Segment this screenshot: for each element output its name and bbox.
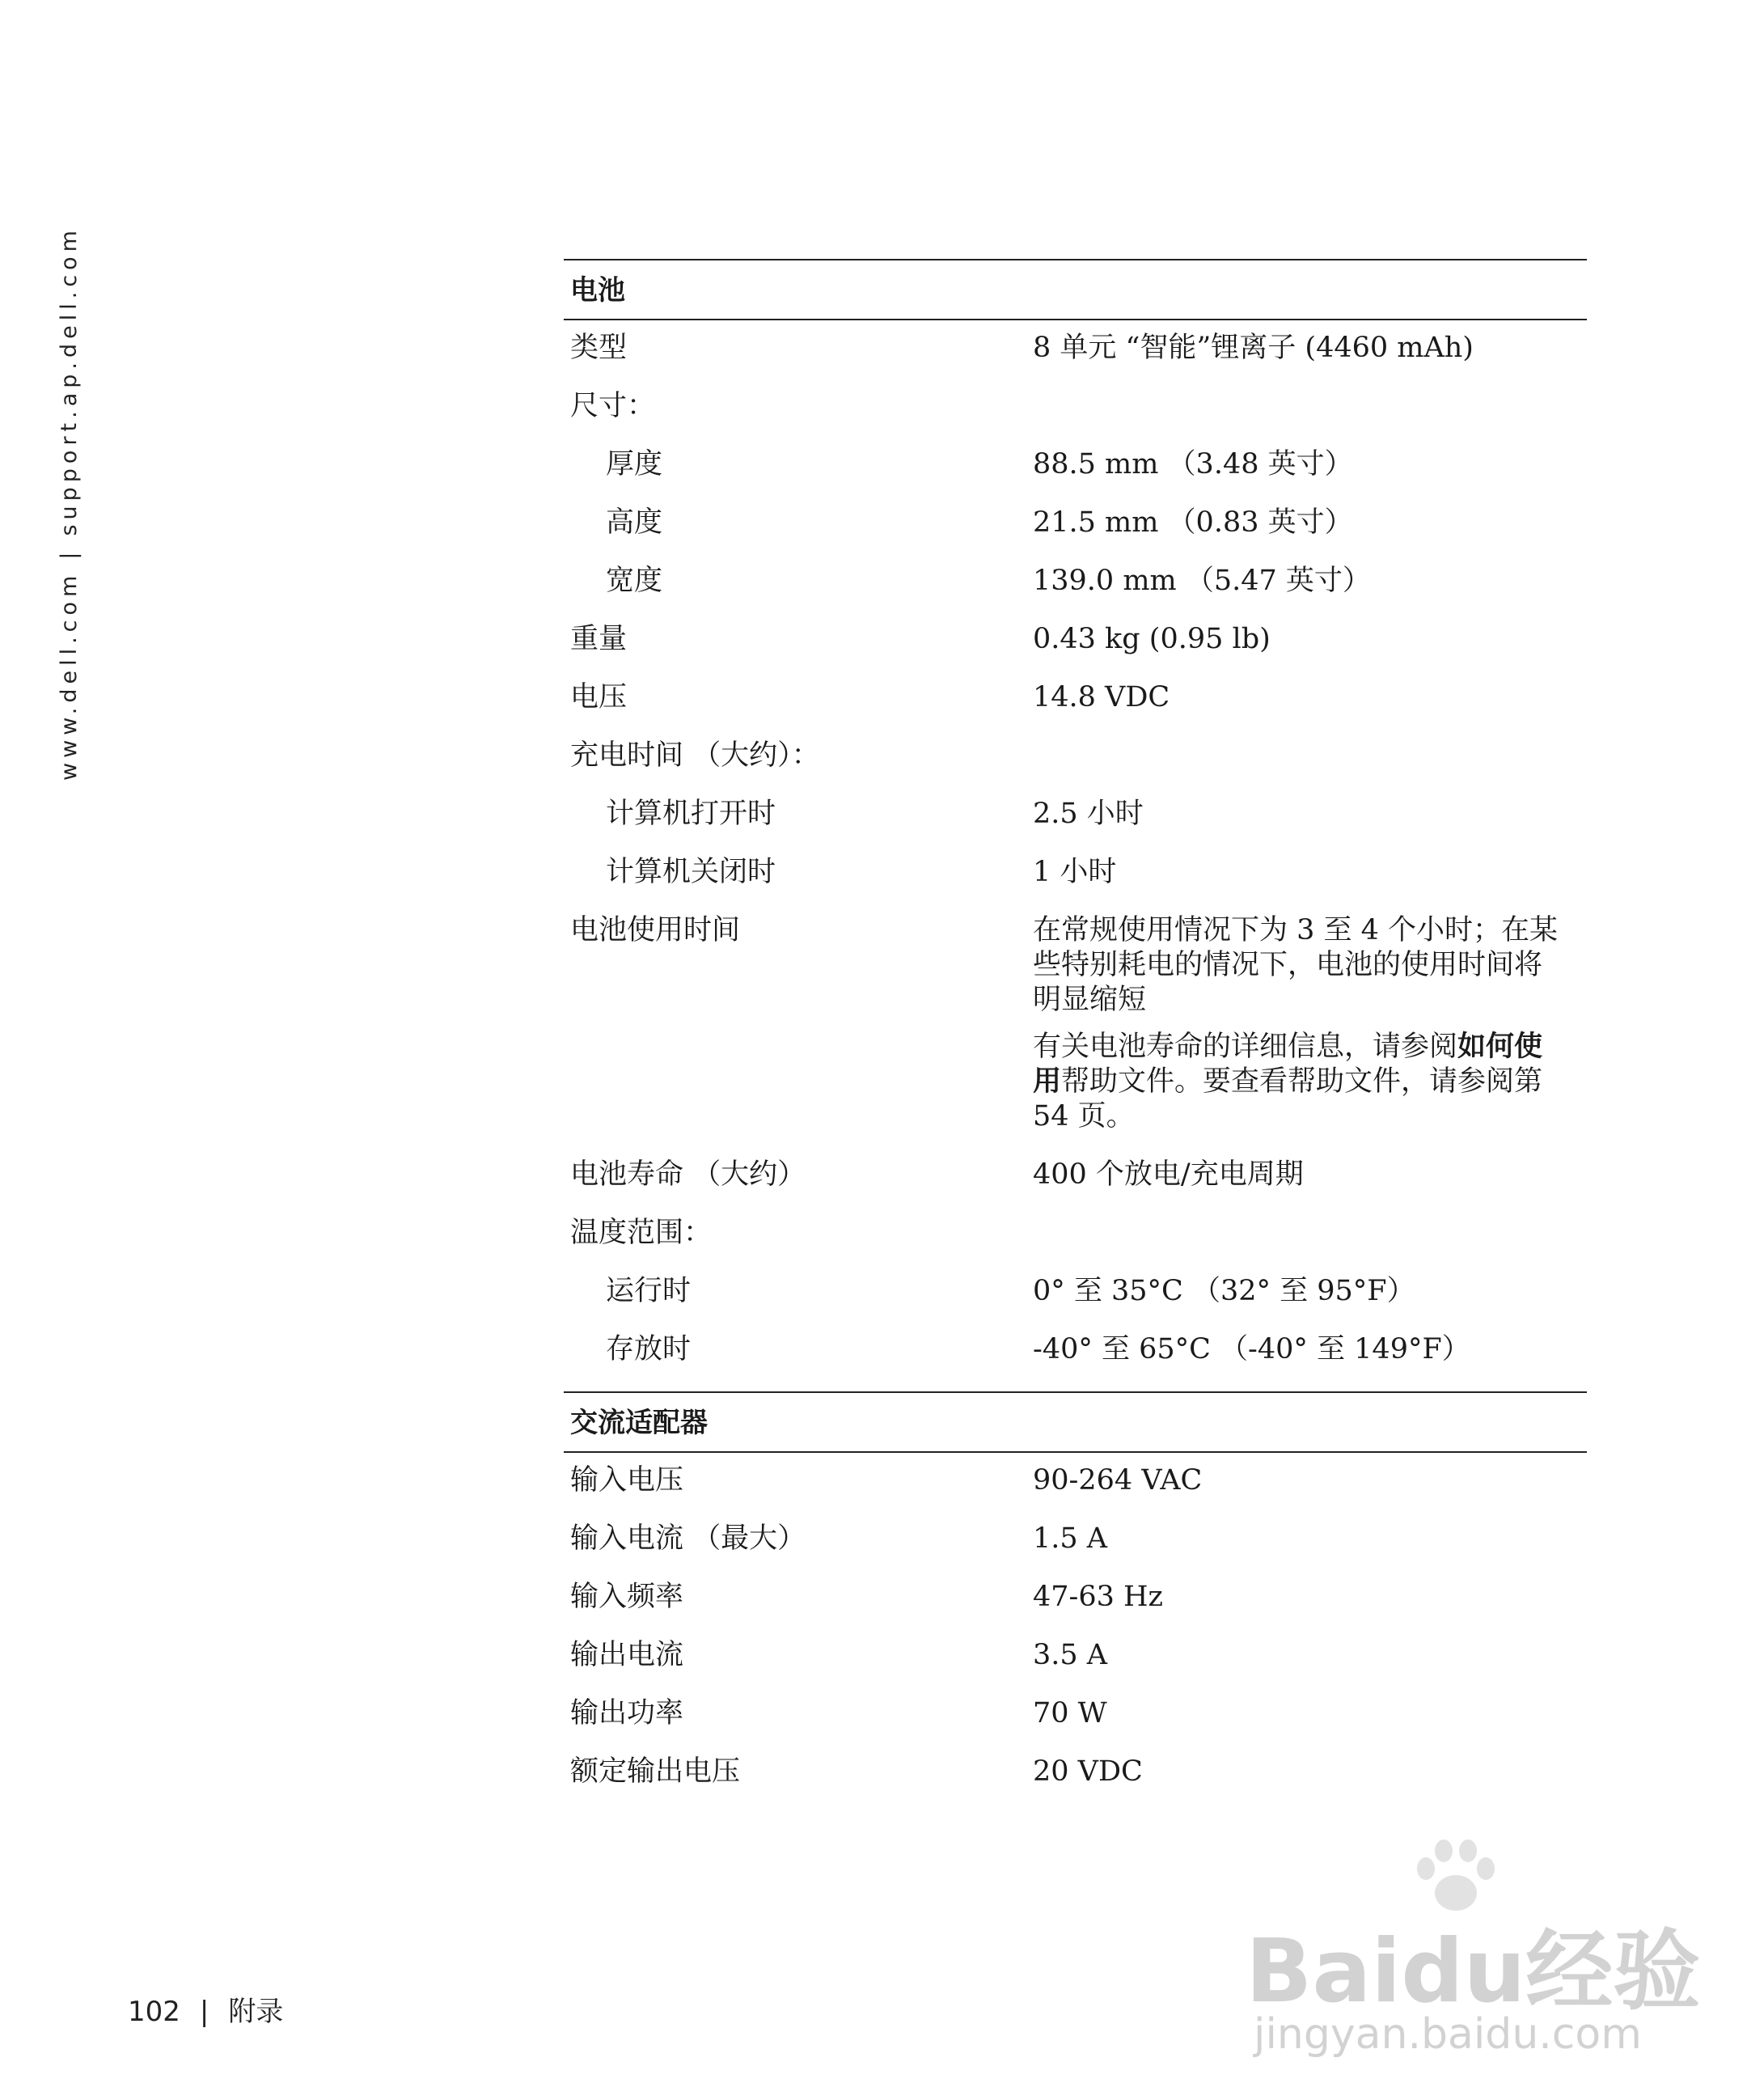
battery-row-temperature <box>564 1216 1587 1251</box>
spec-value: -40° 至 65°C （-40° 至 149°F） <box>1033 1333 1470 1365</box>
spec-value: 3.5 A <box>1033 1639 1108 1671</box>
spec-label: 充电时间 （大约）： <box>570 739 820 772</box>
spec-value: 0.43 kg (0.95 lb) <box>1033 623 1271 655</box>
spec-label: 存放时 <box>606 1333 692 1365</box>
spec-label: 输出电流 <box>570 1639 684 1671</box>
spec-value <box>1033 1216 1567 1251</box>
spec-label: 计算机打开时 <box>606 798 776 830</box>
footer-separator: | <box>199 1996 209 2028</box>
sidebar-url-left: www.dell.com <box>57 570 82 781</box>
spec-value: 0° 至 35°C （32° 至 95°F） <box>1033 1275 1415 1307</box>
help-file-title: 如何使用 <box>1033 1031 1543 1098</box>
spec-value: 14.8 VDC <box>1033 681 1170 713</box>
page-footer <box>128 1989 283 2029</box>
battery-row-temp-operating <box>564 1274 1587 1309</box>
battery-row-type <box>564 331 1587 366</box>
battery-row-voltage <box>564 680 1587 715</box>
reference-text: 有关电池寿命的详细信息，请参阅 <box>1033 1031 1458 1063</box>
battery-row-depth <box>564 447 1587 482</box>
ac-row-rated-output-voltage <box>564 1755 1587 1789</box>
spec-label: 电压 <box>570 681 628 713</box>
baidu-watermark <box>1246 1836 1701 2063</box>
spec-label: 重量 <box>570 623 628 655</box>
ac-row-input-current <box>564 1522 1587 1556</box>
spec-label: 电池寿命 （大约） <box>570 1158 806 1191</box>
battery-row-dimensions <box>564 389 1587 424</box>
spec-tables <box>564 259 1587 1813</box>
spec-value: 70 W <box>1033 1697 1107 1730</box>
spec-value: 88.5 mm （3.48 英寸） <box>1033 448 1353 481</box>
spec-label: 运行时 <box>606 1275 692 1307</box>
spec-label: 尺寸： <box>570 390 656 422</box>
ac-row-input-frequency <box>564 1580 1587 1615</box>
ac-adapter-section-title: 交流适配器 <box>564 1391 1587 1453</box>
spec-label: 输入电流 （最大） <box>570 1522 806 1555</box>
sidebar-url-right: support.ap.dell.com <box>57 226 82 536</box>
spec-label: 高度 <box>606 506 663 539</box>
spec-label: 额定输出电压 <box>570 1755 741 1788</box>
battery-row-operating-time <box>564 913 1587 1134</box>
spec-value: 47-63 Hz <box>1033 1581 1163 1613</box>
spec-label: 输入电压 <box>570 1464 684 1497</box>
spec-label: 输入频率 <box>570 1581 684 1613</box>
battery-row-width <box>564 564 1587 599</box>
spec-label: 温度范围： <box>570 1217 713 1249</box>
spec-label: 宽度 <box>606 565 663 597</box>
spec-value: 400 个放电/充电周期 <box>1033 1158 1304 1191</box>
spec-value: 139.0 mm （5.47 英寸） <box>1033 565 1371 597</box>
ac-adapter-section <box>564 1391 1587 1789</box>
watermark-site: jingyan.baidu.com <box>1254 2010 1642 2059</box>
ac-row-input-voltage <box>564 1463 1587 1498</box>
battery-row-temp-storage <box>564 1332 1587 1367</box>
spec-label: 厚度 <box>606 448 663 481</box>
spec-value: 20 VDC <box>1033 1755 1143 1788</box>
sidebar-url <box>57 226 82 781</box>
ac-row-output-current <box>564 1638 1587 1673</box>
battery-row-weight <box>564 622 1587 657</box>
spec-value: 1.5 A <box>1033 1522 1108 1555</box>
battery-row-charge-time <box>564 739 1587 773</box>
spec-value: 90-264 VAC <box>1033 1464 1203 1497</box>
sidebar-separator: | <box>57 547 82 560</box>
reference-text-end: 帮助文件。要查看帮助文件，请参阅第 54 页。 <box>1033 1065 1543 1133</box>
operating-time-text: 在常规使用情况下为 3 至 4 个小时；在某些特别耗电的情况下，电池的使用时间将明显缩短 <box>1033 914 1559 1016</box>
battery-row-charge-on <box>564 797 1587 832</box>
spec-label: 电池使用时间 <box>570 914 741 946</box>
ac-row-output-power <box>564 1696 1587 1731</box>
spec-label: 类型 <box>570 332 628 364</box>
spec-value: 1 小时 <box>1033 856 1117 888</box>
spec-value <box>1033 389 1567 424</box>
battery-row-life <box>564 1158 1587 1192</box>
battery-row-charge-off <box>564 855 1587 890</box>
battery-row-height <box>564 506 1587 540</box>
spec-label: 输出功率 <box>570 1697 684 1730</box>
spec-value: 2.5 小时 <box>1033 798 1144 830</box>
spec-value: 8 单元 “智能”锂离子 (4460 mAh) <box>1033 332 1474 364</box>
footer-section-name: 附录 <box>228 1996 284 2028</box>
spec-value <box>1033 913 1567 1134</box>
spec-value <box>1033 739 1567 773</box>
spec-label: 计算机关闭时 <box>606 856 776 888</box>
battery-section-title: 电池 <box>564 259 1587 320</box>
battery-section <box>564 259 1587 1367</box>
page-number: 102 <box>128 1996 180 2028</box>
spec-value: 21.5 mm （0.83 英寸） <box>1033 506 1353 539</box>
watermark-brand: Baidu经验 <box>1246 1921 1701 2022</box>
battery-life-reference <box>1033 1030 1567 1134</box>
